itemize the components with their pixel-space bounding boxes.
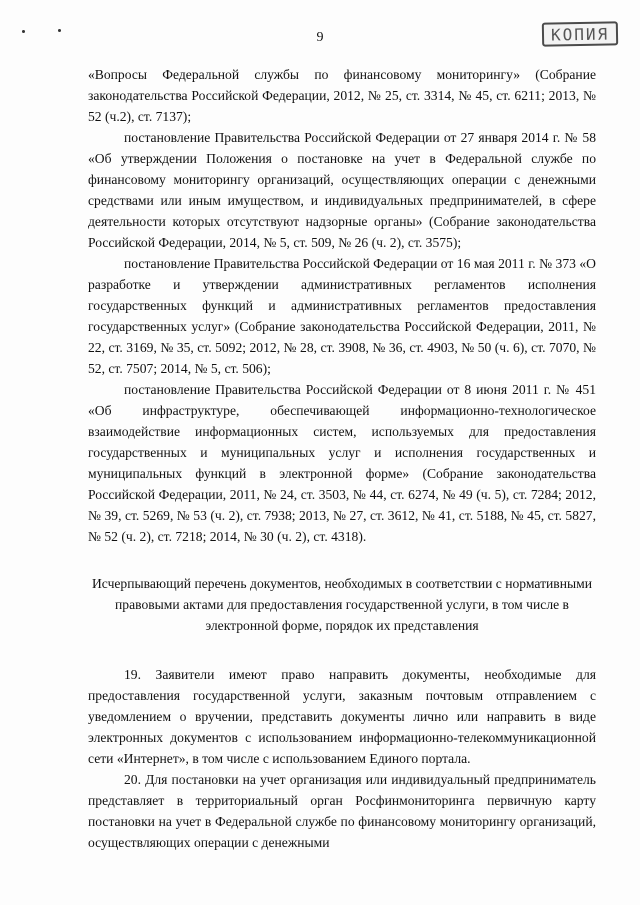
paragraph-resolution-58: постановление Правительства Российской Федерации от 27 января 2014 г. № 58 «Об утверждении Положения о постановке на учет в Федеральной службе по финансовому мониторингу организаций, осуществляющих операции с денежными средствами или иным имуществом, и индивидуальных предпринимателей, в сфере деятельности которых отсутствуют надзорные органы» (Собрание законодательства Российской Федерации, 2014, № 5, ст. 509, № 26 (ч. 2), ст. 3575); <box>88 130 596 250</box>
page-number: 9 <box>316 30 324 45</box>
item-19: 19. Заявители имеют право направить документы, необходимые для предоставления государственной услуги, заказным почтовым отправлением с уведомлением о вручении, представить документы лично или направить в виде электронных документов с использованием информационно-телекоммуникационной сети «Интернет», в том числе с использованием Единого портала. <box>88 667 596 766</box>
paragraph-continuation: «Вопросы Федеральной службы по финансовому мониторингу» (Собрание законодательства Российской Федерации, 2012, № 25, ст. 3314, № 45, ст. 6211; 2013, № 52 (ч.2), ст. 7137); <box>88 67 596 124</box>
item-20: 20. Для постановки на учет организация или индивидуальный предприниматель представляет в территориальный орган Росфинмониторинга первичную карту постановки на учет в Федеральной службе по финансовому мониторингу организаций, осуществляющих операции с денежными <box>88 772 596 850</box>
paragraph-resolution-373: постановление Правительства Российской Федерации от 16 мая 2011 г. № 373 «О разработке и утверждении административных регламентов исполнения государственных функций и административных регламентов предоставления государственных услуг» (Собрание законодательства Российской Федерации, 2011, № 22, ст. 3169, № 35, ст. 5092; 2012, № 28, ст. 3908, № 36, ст. 4903, № 50 (ч. 6), ст. 7070, № 52, ст. 7507; 2014, № 5, ст. 506); <box>88 256 596 376</box>
document-body <box>88 64 596 853</box>
section-heading: Исчерпывающий перечень документов, необходимых в соответствии с нормативными правовыми актами для предоставления государственной услуги, в том числе в электронной форме, порядок их представления <box>91 576 592 633</box>
paragraph-resolution-451: постановление Правительства Российской Федерации от 8 июня 2011 г. № 451 «Об инфраструктуре, обеспечивающей информационно-технологическое взаимодействие информационных систем, используемых для предоставления государственных и муниципальных услуг и исполнения государственных и муниципальных функций в электронной форме» (Собрание законодательства Российской Федерации, 2011, № 24, ст. 3503, № 44, ст. 6274, № 49 (ч. 5), ст. 7284; 2012, № 39, ст. 5269, № 53 (ч. 2), ст. 7938; 2013, № 27, ст. 3612, № 41, ст. 5188, № 45, ст. 5827, № 52 (ч. 2), ст. 7218; 2014, № 30 (ч. 2), ст. 4318). <box>88 382 596 544</box>
copy-stamp: КОПИЯ <box>542 21 619 46</box>
